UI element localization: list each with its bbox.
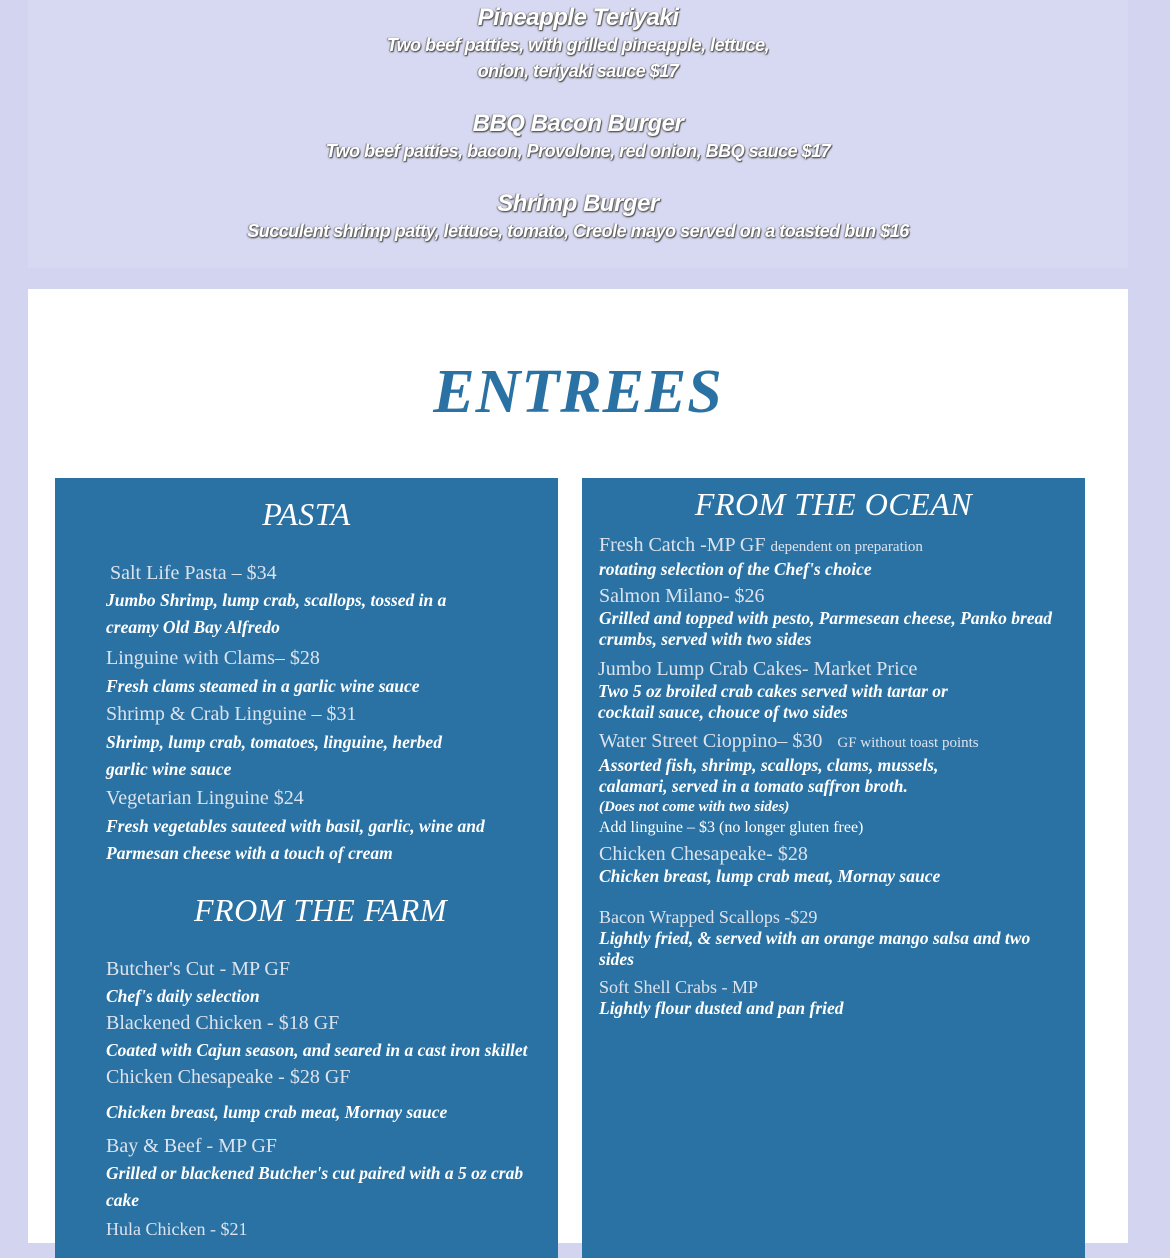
- menu-item-desc: [106, 587, 476, 641]
- menu-item: [598, 657, 978, 723]
- pasta-heading: PASTA: [262, 496, 351, 532]
- item-note: dependent on preparation: [770, 539, 923, 555]
- section-title: ENTREES: [433, 358, 723, 426]
- item-note: GF without toast points: [837, 735, 979, 751]
- ocean-heading: FROM THE OCEAN: [694, 486, 973, 522]
- item-description: Two beef patties, with grilled pineapple, lettuce, onion, teriyaki sauce $17: [386, 35, 770, 81]
- menu-item: [599, 976, 1049, 1019]
- item-description: Assorted fish, shrimp, scallops, clams, mussels, calamari, served in a tomato saffron broth.: [599, 755, 939, 796]
- menu-item: [106, 786, 506, 867]
- menu-item: [28, 110, 1128, 164]
- item-name: Hula Chicken - $21: [106, 1219, 248, 1239]
- item-name: Chicken Chesapeake- $28: [599, 843, 808, 865]
- menu-item: [106, 646, 420, 700]
- item-description: rotating selection of the Chef's choice: [599, 559, 872, 579]
- ocean-column: [582, 478, 1085, 1258]
- item-description: Shrimp, lump crab, tomatoes, linguine, herbed garlic wine sauce: [106, 732, 442, 779]
- item-description: Chef's daily selection: [106, 986, 260, 1006]
- item-addon: Add linguine – $3 (no longer gluten free): [599, 819, 864, 836]
- item-description: Lightly fried, & served with an orange mango salsa and two sides: [599, 928, 1031, 969]
- menu-item: [599, 584, 1069, 650]
- item-description: Lightly flour dusted and pan fried: [599, 998, 844, 1018]
- menu-item: [106, 957, 546, 1010]
- item-name: Jumbo Lump Crab Cakes- Market Price: [598, 658, 918, 680]
- item-name: BBQ Bacon Burger: [472, 110, 684, 137]
- menu-item: [28, 4, 1128, 84]
- burger-section: [28, 0, 1128, 268]
- item-description: Grilled or blackened Butcher's cut paired with a 5 oz crab cake: [106, 1163, 524, 1210]
- item-name: Fresh Catch -MP GF: [599, 534, 766, 556]
- menu-item: [599, 906, 1049, 970]
- item-name: Bay & Beef - MP GF: [106, 1135, 277, 1157]
- item-name: Butcher's Cut - MP GF: [106, 958, 290, 980]
- item-description: Grilled and topped with pesto, Parmesean cheese, Panko bread crumbs, served with two sides: [599, 608, 1053, 649]
- item-description: Chicken breast, lump crab meat, Mornay sauce: [599, 866, 941, 886]
- item-description: Two beef patties, bacon, Provolone, red onion, BBQ sauce $17: [325, 141, 831, 161]
- menu-item: [106, 702, 476, 783]
- item-description: Fresh vegetables sauteed with basil, garlic, wine and Parmesan cheese with a touch of cream: [106, 816, 485, 863]
- menu-item: [106, 1011, 546, 1064]
- item-name: Pineapple Teriyaki: [477, 4, 679, 31]
- menu-item: [599, 842, 1069, 887]
- item-description: Fresh clams steamed in a garlic wine sauce: [106, 676, 420, 696]
- item-name: Bacon Wrapped Scallops -$29: [599, 907, 818, 927]
- item-name: Water Street Cioppino– $30: [599, 730, 823, 752]
- item-name: Blackened Chicken - $18 GF: [106, 1012, 340, 1034]
- item-name: Salt Life Pasta – $34: [110, 562, 277, 584]
- menu-item: [28, 190, 1128, 244]
- menu-item: [106, 1134, 536, 1214]
- item-name: Linguine with Clams– $28: [106, 647, 320, 669]
- menu-item: [599, 729, 1019, 839]
- item-description: Succulent shrimp patty, lettuce, tomato, Creole mayo served on a toasted bun $16: [247, 221, 909, 241]
- item-description: Two 5 oz broiled crab cakes served with tartar or cocktail sauce, chouce of two sides: [598, 681, 948, 722]
- item-name: Chicken Chesapeake - $28 GF: [106, 1066, 351, 1088]
- item-description: Jumbo Shrimp, lump crab, scallops, tossed in a creamy Old Bay Alfredo: [106, 590, 447, 637]
- item-name: Vegetarian Linguine $24: [106, 787, 304, 809]
- item-description: Coated with Cajun season, and seared in a cast iron skillet: [106, 1040, 528, 1060]
- item-description: Chicken breast, lump crab meat, Mornay sauce: [106, 1102, 448, 1122]
- item-subnote: (Does not come with two sides): [599, 799, 790, 815]
- item-name: Soft Shell Crabs - MP: [599, 977, 759, 997]
- menu-item: [599, 533, 1069, 580]
- item-name: Shrimp & Crab Linguine – $31: [106, 703, 357, 725]
- menu-item: [110, 561, 530, 585]
- item-name: Shrimp Burger: [497, 190, 659, 217]
- item-name: Salmon Milano- $26: [599, 585, 765, 607]
- entrees-section: [28, 289, 1128, 1243]
- menu-item: [106, 1065, 546, 1126]
- farm-heading: FROM THE FARM: [194, 892, 447, 928]
- menu-item: [106, 1218, 247, 1240]
- pasta-farm-column: [55, 478, 558, 1258]
